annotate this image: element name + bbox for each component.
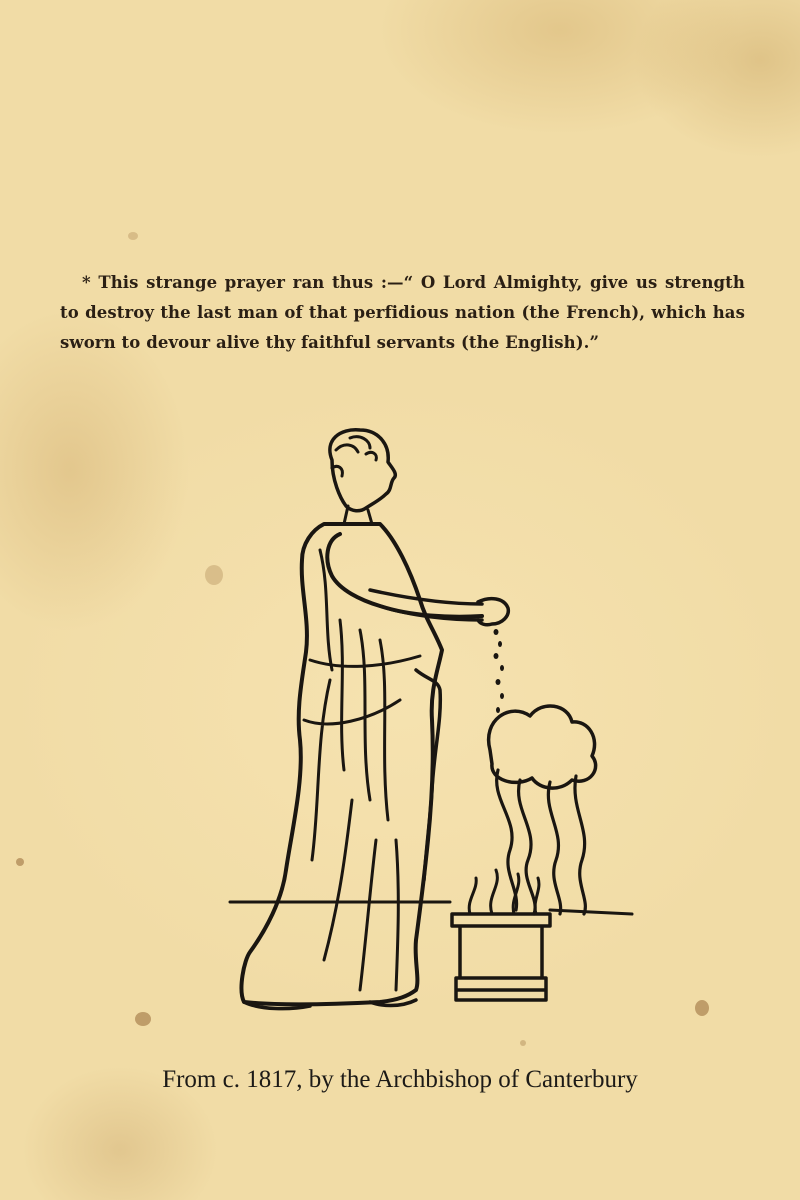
incense-grains [494, 629, 505, 713]
image-caption: From c. 1817, by the Archbishop of Canterbury [162, 1066, 638, 1093]
smoke-column [497, 770, 586, 914]
woman-at-altar-illustration [220, 420, 640, 1020]
foxing-spot [695, 1000, 709, 1016]
side-drape [416, 670, 440, 880]
neck [344, 506, 372, 524]
foxing-spot [135, 1012, 151, 1026]
head [330, 430, 395, 511]
footnote-text: * This strange prayer ran thus :—“ O Lord Almighty, give us strength to destroy the last man of that perfidious nation (the French), which has sworn to devour alive thy faithful servants (the English).” [60, 273, 745, 352]
robe-folds [304, 550, 420, 990]
foxing-spot [520, 1040, 526, 1046]
smoke-cloud [489, 706, 596, 788]
altar-flames [469, 870, 539, 914]
ground-line [230, 902, 632, 914]
hair-curls [332, 437, 376, 476]
foxing-spot [128, 232, 138, 240]
robe-outline [242, 524, 442, 1004]
altar [452, 914, 550, 1000]
foxing-spot [16, 858, 24, 866]
